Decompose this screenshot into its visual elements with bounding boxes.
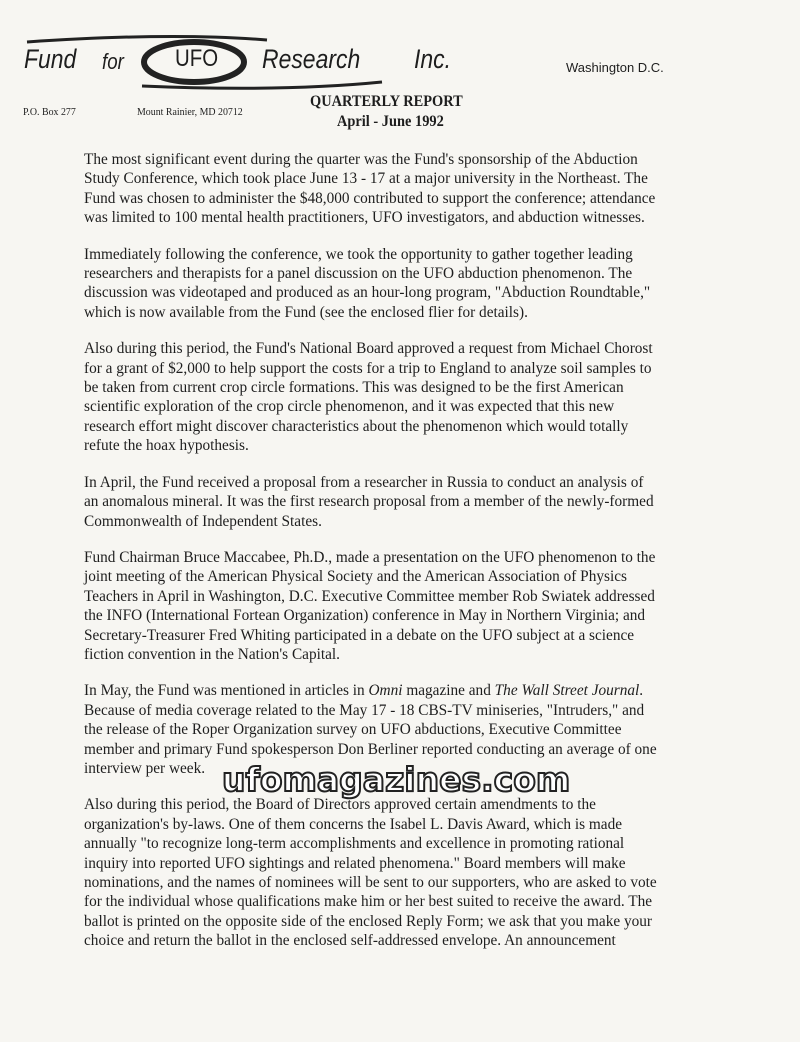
text-line: was limited to 100 mental health practitioners, UFO investigators, and abduction witnesses. <box>84 209 645 227</box>
city: Washington D.C. <box>566 60 664 75</box>
po-box: P.O. Box 277 <box>23 106 76 118</box>
watermark: ufomagazines.com <box>222 760 571 799</box>
text-line: nominations, and the names of nominees will be sent to our supporters, who are asked to vote <box>84 874 657 891</box>
text-line: joint meeting of the American Physical Society and the American Association of Physics <box>84 568 627 586</box>
text-line: fiction convention in the Nation's Capital. <box>84 645 340 663</box>
text-line: which is now available from the Fund (see the enclosed flier for details). <box>84 303 528 321</box>
text-line: for a grant of $2,000 to help support the costs for a trip to England to analyze soil samples to <box>84 359 652 377</box>
publication-title: Omni <box>368 682 403 700</box>
paragraph <box>84 795 744 950</box>
text-line: Commonwealth of Independent States. <box>84 512 322 530</box>
logo-research: Research <box>262 44 361 74</box>
text-line: In April, the Fund received a proposal from a researcher in Russia to conduct an analysis of <box>84 473 644 491</box>
text-line: Also during this period, the Fund's National Board approved a request from Michael Chorost <box>84 340 653 358</box>
logo-swoosh-graphic <box>22 30 462 96</box>
paragraph <box>84 245 744 323</box>
fund-logo <box>22 30 462 96</box>
text-line: refute the hoax hypothesis. <box>84 437 249 455</box>
text-line: annually "to recognize long-term accomplishments and excellence in promoting rational <box>84 835 625 853</box>
text-line: The most significant event during the quarter was the Fund's sponsorship of the Abduction <box>84 151 638 168</box>
text-line: Immediately following the conference, we took the opportunity to gather together leading <box>84 245 633 263</box>
text-line: ballot is printed on the opposite side of the enclosed Reply Form; we ask that you make your <box>84 912 653 930</box>
text-line: be taken from current crop circle formations. This was designed to be the first American <box>84 379 624 397</box>
logo-ufo: UFO <box>175 45 219 72</box>
report-body <box>84 150 744 968</box>
logo-inc: Inc. <box>414 44 452 74</box>
text-line: discussion was videotaped and produced as an hour-long program, "Abduction Roundtable," <box>84 284 651 302</box>
text-line: Teachers in April in Washington, D.C. Executive Committee member Rob Swiatek addressed <box>84 587 655 605</box>
paragraph <box>84 339 744 455</box>
text-line: for the individual whose qualifications make him or her best suited to receive the award. The <box>84 893 653 911</box>
text-line: the INFO (International Fortean Organization) conference in May in Northern Virginia; and <box>84 607 646 625</box>
text-segment: . <box>639 682 644 700</box>
text-line: the release of the Roper Organization survey on UFO abductions, Executive Committee <box>84 721 622 739</box>
text-segment: magazine and <box>402 682 495 700</box>
text-line: member and primary Fund spokesperson Don Berliner reported conducting an average of one <box>84 740 657 758</box>
paragraph <box>84 473 744 531</box>
text-line: interview per week. <box>84 759 206 777</box>
text-line: Because of media coverage related to the May 17 - 18 CBS-TV miniseries, "Intruders," and <box>84 701 645 719</box>
report-period: April - June 1992 <box>337 113 444 130</box>
paragraph <box>84 150 744 228</box>
report-title: QUARTERLY REPORT <box>310 93 463 110</box>
text-line: organization's by-laws. One of them concerns the Isabel L. Davis Award, which is made <box>84 815 623 833</box>
text-line: scientific exploration of the crop circle phenomenon, and it was expected that this new <box>84 398 615 416</box>
text-line: inquiry into reported UFO sightings and related phenomena." Board members will make <box>84 854 626 872</box>
text-line: researchers and therapists for a panel discussion on the UFO abduction phenomenon. The <box>84 265 633 283</box>
paragraph <box>84 548 744 664</box>
text-line: Secretary-Treasurer Fred Whiting participated in a debate on the UFO subject at a science <box>84 626 635 644</box>
publication-title: The Wall Street Journal <box>494 682 640 700</box>
address: Mount Rainier, MD 20712 <box>137 106 243 118</box>
text-line: research effort might discover characteristics about the phenomenon which would totally <box>84 417 629 435</box>
text-line: choice and return the ballot in the enclosed self-addressed envelope. An announcement <box>84 932 616 950</box>
text-line: Fund Chairman Bruce Maccabee, Ph.D., made a presentation on the UFO phenomenon to the <box>84 548 656 566</box>
text-line: Also during this period, the Board of Directors approved certain amendments to the <box>84 796 596 814</box>
text-segment: In May, the Fund was mentioned in articles in <box>84 682 369 700</box>
logo-fund: Fund <box>24 44 77 74</box>
text-line: Study Conference, which took place June 13 - 17 at a major university in the Northeast. The <box>84 170 648 188</box>
text-line: an anomalous mineral. It was the first research proposal from a member of the newly-formed <box>84 493 654 511</box>
text-line: Fund was chosen to administer the $48,000 contributed to support the conference; attendance <box>84 189 656 207</box>
logo-for: for <box>102 49 124 74</box>
text-line <box>84 681 744 700</box>
